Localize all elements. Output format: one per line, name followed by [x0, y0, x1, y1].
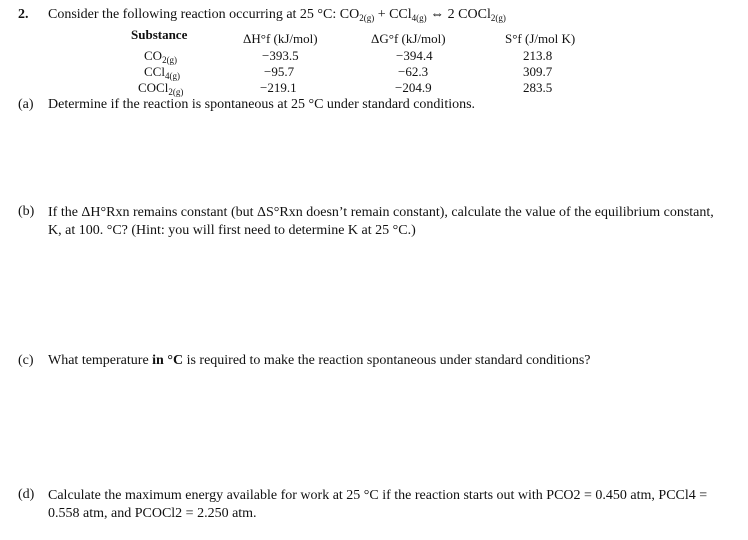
substance-subscript: 2(g) [162, 55, 178, 65]
header-dhf: ΔH°f (kJ/mol) [243, 31, 318, 46]
ccl4-subscript: 4(g) [411, 13, 427, 23]
part-c-label: (c) [18, 353, 34, 368]
part-a-text: Determine if the reaction is spontaneous at 25 °C under standard conditions. [48, 97, 476, 112]
substance-formula: COCl [138, 80, 169, 95]
table-cell-dhf: −219.1 [260, 80, 297, 95]
table-cell-sf: 213.8 [523, 48, 553, 63]
part-b-text: If the ΔH°Rxn remains constant (but ΔS°Rxn doesn’t remain constant), calculate the value of the equilibrium constant, K, at 100. °C? (Hint: you will first need to determine K at 25 °C.) [48, 205, 714, 238]
table-cell-dgf: −394.4 [396, 48, 433, 63]
table-cell-dgf: −62.3 [398, 64, 429, 79]
table-cell-dgf: −204.9 [395, 80, 432, 95]
header-substance: Substance [131, 27, 188, 42]
part-d-text: Calculate the maximum energy available for work at 25 °C if the reaction starts out with PCO2 = 0.450 atm, PCCl4 = 0.558 atm, and PCOCl2 = 2.250 atm. [48, 488, 708, 521]
part-c-text-post: is required to make the reaction spontaneous under standard conditions? [186, 353, 591, 368]
header-dgf: ΔG°f (kJ/mol) [371, 31, 446, 46]
part-c-text [48, 353, 591, 369]
table-cell-sf: 309.7 [523, 64, 553, 79]
table-row-substance [138, 80, 183, 97]
part-a-label: (a) [18, 97, 34, 112]
substance-formula: CO [144, 48, 163, 63]
cocl2-subscript: 2(g) [490, 13, 506, 23]
substance-formula: CCl [144, 64, 165, 79]
part-d-label: (d) [18, 487, 35, 502]
reaction-statement [48, 7, 506, 23]
reaction-plus: + CCl [377, 7, 412, 22]
co2-subscript: 2(g) [359, 13, 375, 23]
question-number: 2. [18, 7, 29, 22]
header-sf: S°f (J/mol K) [505, 31, 576, 46]
substance-subscript: 2(g) [168, 87, 184, 97]
substance-subscript: 4(g) [164, 71, 180, 81]
table-cell-dhf: −95.7 [264, 64, 295, 79]
part-c-text-pre: What temperature [48, 353, 149, 368]
part-b-label: (b) [18, 204, 35, 219]
table-cell-dhf: −393.5 [262, 48, 299, 63]
reaction-prompt: Consider the following reaction occurring at 25 °C: CO [48, 7, 360, 22]
table-cell-sf: 283.5 [523, 80, 553, 95]
part-c-text-bold: in °C [152, 353, 184, 368]
reaction-arrow-product: ⇔ 2 COCl [430, 7, 491, 22]
table-row-substance [144, 48, 177, 65]
table-row-substance [144, 64, 180, 81]
